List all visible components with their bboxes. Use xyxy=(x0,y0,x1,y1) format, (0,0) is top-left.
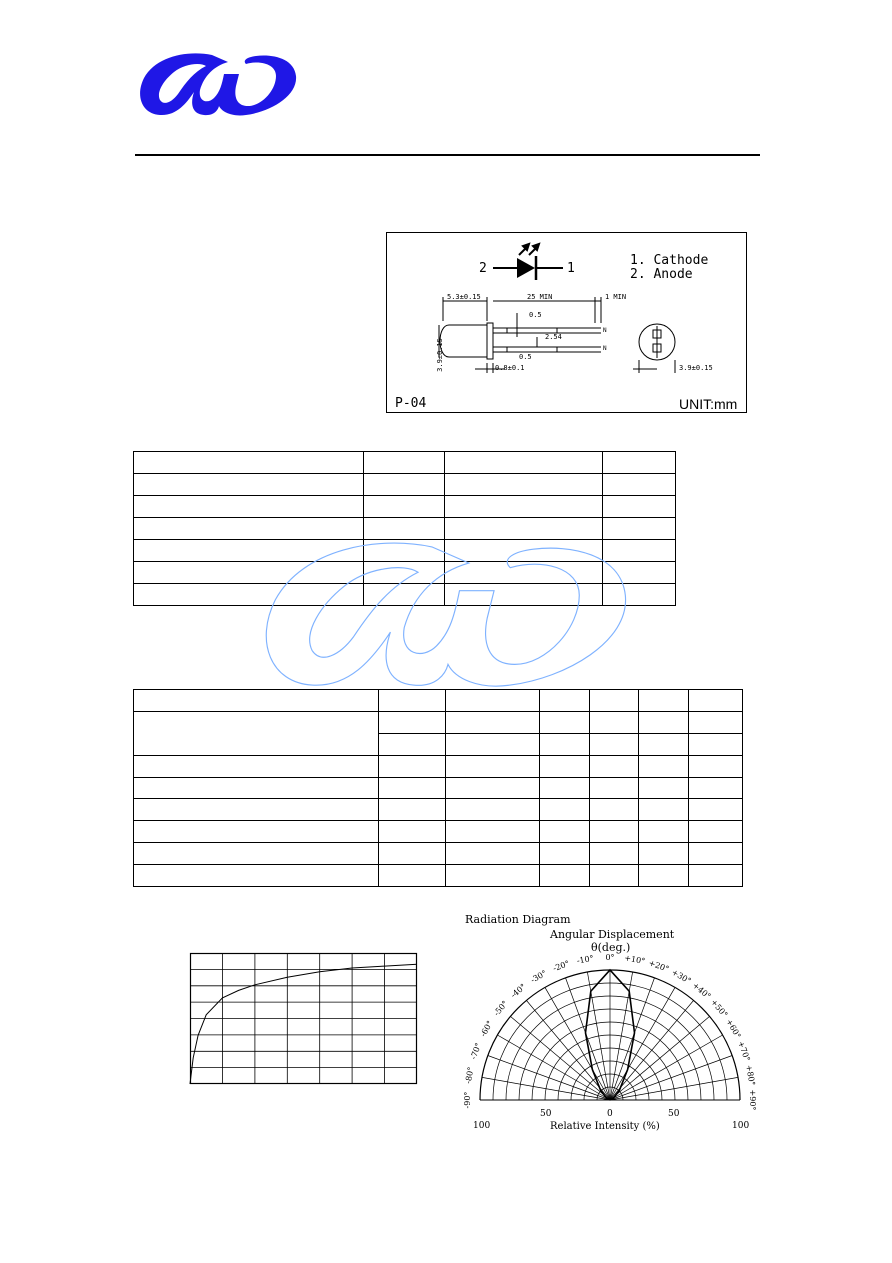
dim-min: 1 MIN xyxy=(605,293,627,301)
angle-label-right: +30° xyxy=(669,967,693,986)
angle-label-0: 0° xyxy=(605,953,615,962)
radiation-theta: θ(deg.) xyxy=(591,941,631,954)
table-row xyxy=(134,474,676,496)
dim-lead-length: 25 MIN xyxy=(527,293,553,301)
dim-lead-width: 0.5 xyxy=(529,311,542,319)
angle-label-right: +20° xyxy=(647,958,671,974)
pin-number-2: 2 xyxy=(479,261,487,276)
angle-label-right: +50° xyxy=(708,997,730,1020)
diode-triangle-icon xyxy=(517,258,535,278)
table-row xyxy=(134,799,743,821)
light-arrows-icon xyxy=(519,244,539,255)
tick-100-left: 100 xyxy=(473,1121,491,1131)
angle-label-right: +10° xyxy=(623,953,646,966)
table-row xyxy=(134,865,743,887)
dim-n2: N xyxy=(603,345,607,352)
table-row xyxy=(134,518,676,540)
radiation-subtitle: Angular Displacement xyxy=(550,928,675,941)
angle-label-left: -50° xyxy=(492,999,510,1018)
radiation-title: Radiation Diagram xyxy=(465,913,571,926)
angle-label-left: -60° xyxy=(478,1019,495,1039)
table-row xyxy=(134,496,676,518)
watermark-logo xyxy=(248,540,648,692)
angle-label-left: -40° xyxy=(509,982,528,1000)
table-row xyxy=(134,452,676,474)
radiation-xlabel: Relative Intensity (%) xyxy=(550,1121,660,1132)
unit-label: UNIT:mm xyxy=(679,396,738,412)
angle-label-left: -70° xyxy=(468,1041,484,1061)
header-rule xyxy=(135,154,760,156)
logo-shape xyxy=(140,53,296,115)
table-row xyxy=(134,821,743,843)
dim-n1: N xyxy=(603,327,607,334)
side-view xyxy=(439,297,601,373)
radiation-diagram xyxy=(455,910,755,1135)
pin-number-1: 1 xyxy=(567,261,575,276)
tick-0: 0 xyxy=(607,1109,613,1119)
dim-body: 3.9±0.15 xyxy=(435,338,444,372)
characteristics-table xyxy=(133,689,743,887)
angle-label-left: -80° xyxy=(463,1066,476,1085)
angle-label-left: -20° xyxy=(551,958,571,974)
dim-pitch: 2.54 xyxy=(545,333,562,341)
dim-front: 3.9±0.15 xyxy=(679,364,713,372)
angle-label-left: -10° xyxy=(576,953,595,966)
angle-label-left: -30° xyxy=(529,968,549,985)
angle-label-right: +60° xyxy=(724,1017,743,1041)
tick-100-right: 100 xyxy=(732,1121,750,1131)
package-drawing xyxy=(386,232,747,413)
table-row xyxy=(134,843,743,865)
angle-label-right: +80° xyxy=(744,1064,757,1087)
angle-label-right: +70° xyxy=(736,1039,752,1063)
tick-50-right: 50 xyxy=(668,1109,680,1119)
company-logo xyxy=(138,52,300,118)
tick-50-left: 50 xyxy=(540,1109,552,1119)
characteristic-curve-chart xyxy=(190,953,418,1085)
pin-anode: 2. Anode xyxy=(630,267,693,282)
package-code: P-04 xyxy=(395,396,427,411)
angle-label-left: -90° xyxy=(463,1091,472,1109)
front-view xyxy=(633,324,675,373)
curve-series-line xyxy=(190,964,417,1084)
dim-lead-thick: 0.5 xyxy=(519,353,532,361)
table-row xyxy=(134,711,743,733)
pin-cathode: 1. Cathode xyxy=(630,253,709,268)
dim-length: 5.3±0.15 xyxy=(447,293,481,301)
angle-label-right: +90° xyxy=(748,1089,757,1111)
table-row xyxy=(134,755,743,777)
table-row xyxy=(134,690,743,712)
table-row xyxy=(134,777,743,799)
dim-flange: 0.8±0.1 xyxy=(495,364,525,372)
angle-label-right: +40° xyxy=(690,980,713,1002)
